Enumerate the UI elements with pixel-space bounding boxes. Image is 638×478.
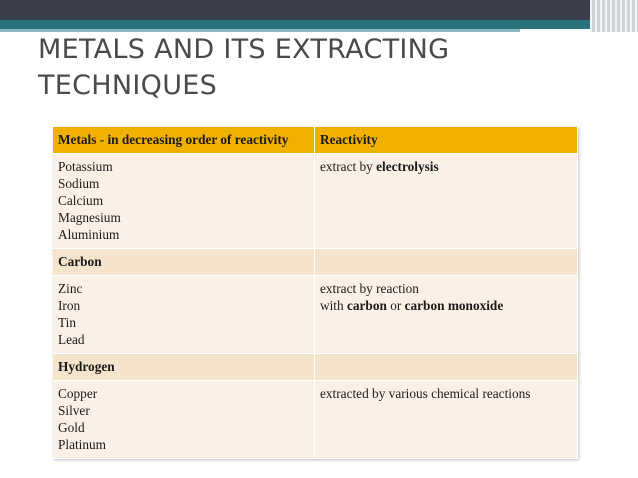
table-row bbox=[53, 381, 578, 459]
method-cell bbox=[315, 381, 578, 459]
header-band-teal bbox=[0, 20, 638, 29]
table-band-row bbox=[53, 354, 578, 381]
table-row bbox=[53, 276, 578, 354]
metal-name: Platinum bbox=[58, 437, 107, 452]
metal-name: Zinc bbox=[58, 281, 83, 296]
method-text: extracted by various chemical reactions bbox=[320, 386, 531, 401]
method-text: with bbox=[320, 298, 347, 313]
header-reactivity: Reactivity bbox=[315, 127, 578, 154]
method-bold: carbon bbox=[346, 298, 387, 313]
method-bold: carbon monoxide bbox=[404, 298, 504, 313]
method-text: or bbox=[386, 298, 405, 313]
slide-title-line1: METALS AND ITS EXTRACTING bbox=[38, 34, 450, 65]
table-band-row bbox=[53, 249, 578, 276]
metal-name: Gold bbox=[58, 420, 85, 435]
metals-cell bbox=[53, 154, 315, 249]
method-text-line2 bbox=[320, 297, 572, 314]
method-bold: electrolysis bbox=[376, 159, 439, 174]
method-cell bbox=[315, 154, 578, 249]
metals-cell bbox=[53, 381, 315, 459]
method-text: extract by bbox=[320, 159, 377, 174]
metal-name: Copper bbox=[58, 386, 98, 401]
header-metals: Metals - in decreasing order of reactivity bbox=[53, 127, 315, 154]
slide-title bbox=[38, 32, 449, 104]
method-cell bbox=[315, 276, 578, 354]
metal-name: Iron bbox=[58, 298, 81, 313]
table-row bbox=[53, 154, 578, 249]
metal-name: Tin bbox=[58, 315, 76, 330]
band-label: Carbon bbox=[53, 249, 315, 276]
extraction-table bbox=[53, 127, 578, 459]
method-text: extract by reaction bbox=[320, 281, 419, 296]
metals-cell bbox=[53, 276, 315, 354]
metal-name: Calcium bbox=[58, 193, 104, 208]
metal-name: Magnesium bbox=[58, 210, 121, 225]
slide-title-line2: TECHNIQUES bbox=[38, 70, 218, 101]
band-empty bbox=[315, 354, 578, 381]
table-header-row bbox=[53, 127, 578, 154]
header-band-dark bbox=[0, 0, 638, 20]
metal-name: Sodium bbox=[58, 176, 100, 191]
metal-name: Potassium bbox=[58, 159, 113, 174]
header-stripes bbox=[590, 0, 638, 32]
metal-name: Lead bbox=[58, 332, 85, 347]
metal-name: Aluminium bbox=[58, 227, 120, 242]
metal-name: Silver bbox=[58, 403, 90, 418]
band-label: Hydrogen bbox=[53, 354, 315, 381]
band-empty bbox=[315, 249, 578, 276]
